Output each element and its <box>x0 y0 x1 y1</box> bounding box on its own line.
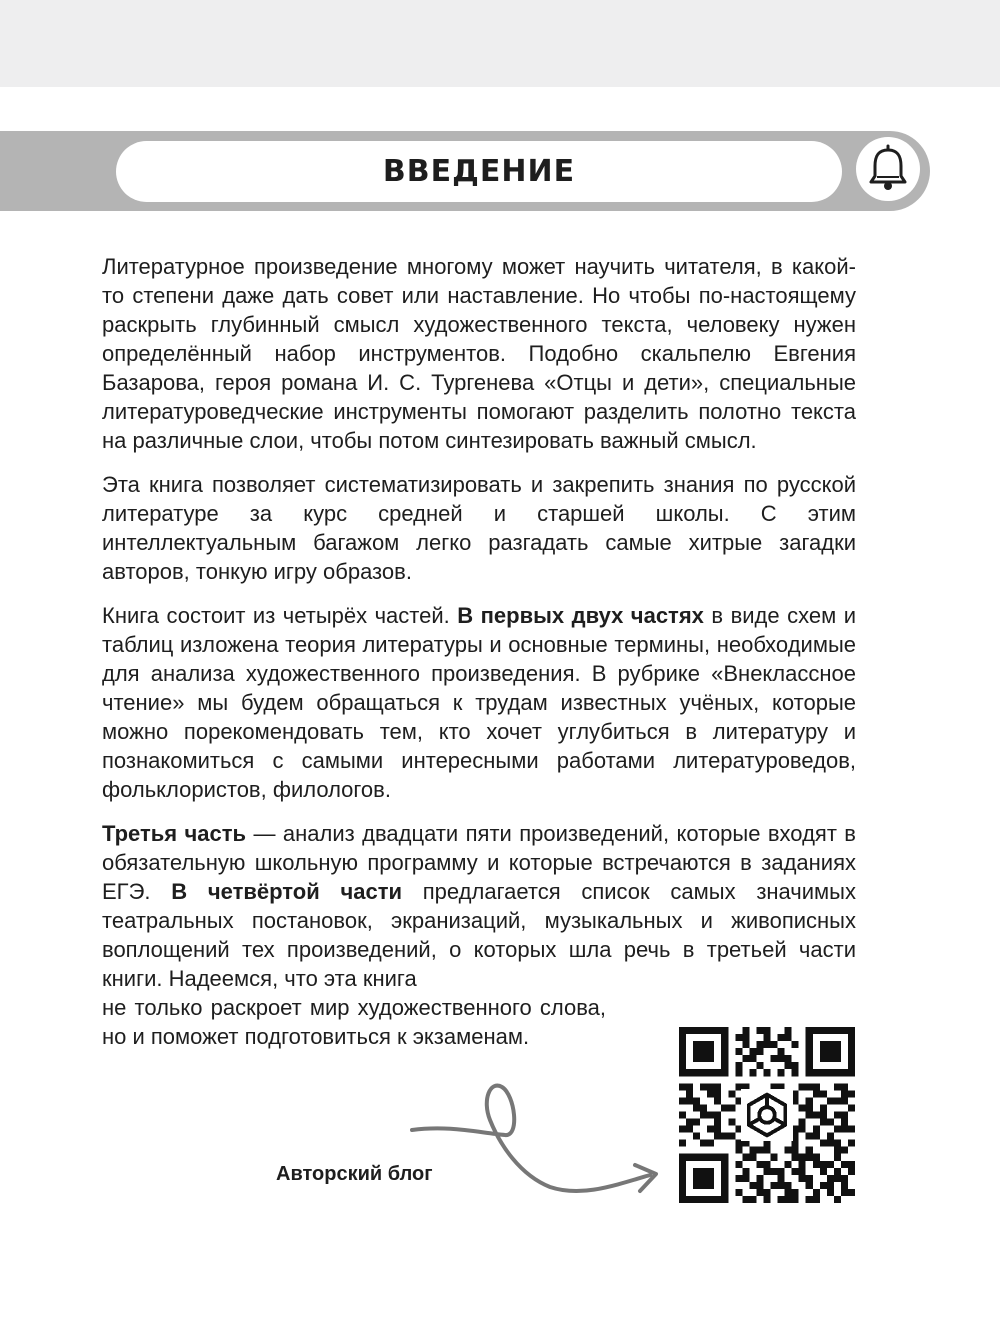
paragraph-text: предлагается список самых значимых театральных постановок, экранизаций, музыкальных и живописных воплощений тех произведений, о которых шла речь в третьей части книги. Надеемся, что эта книга <box>102 879 856 991</box>
bell-badge <box>856 137 920 201</box>
article-body <box>102 252 856 1066</box>
bold-phrase: Третья часть <box>102 821 247 846</box>
paragraph-3 <box>102 601 856 804</box>
paragraph-text: в виде схем и таблиц изложена теория литературы и основные термины, необходимые для анализа художественного произведения. В рубрике «Внеклассное чтение» мы будем обращаться к трудам известных учёных, которые можно порекомендовать тем, кто хочет углубиться в литературу и познакомиться с самыми интересными работами литературоведов, фольклористов, филологов. <box>102 603 856 802</box>
page-title: ВВЕДЕНИЕ <box>382 154 576 189</box>
closing-paragraph <box>102 993 606 1051</box>
paragraph-text: Эта книга позволяет систематизировать и закрепить знания по русской литературе за курс средней и старшей школы. С этим интеллектуальным багажом легко разгадать самые хитрые загадки авторов, тонкую игру образов. <box>102 472 856 584</box>
qr-code-icon[interactable] <box>679 1027 855 1203</box>
top-band <box>0 0 1000 87</box>
bold-phrase: В первых двух частях <box>457 603 704 628</box>
author-blog-label: Авторский блог <box>276 1163 433 1185</box>
bell-icon <box>863 144 913 194</box>
paragraph-text: не только раскроет мир художественного слова, но и поможет подготовиться к экзаменам. <box>102 995 606 1049</box>
paragraph-4 <box>102 819 856 993</box>
bold-phrase: В четвёртой части <box>171 879 403 904</box>
paragraph-text: Книга состоит из четырёх частей. <box>102 603 458 628</box>
arrow-swirl-icon <box>410 1075 680 1205</box>
paragraph-text: Литературное произведение многому может научить читателя, в какой-то степени даже дать совет или наставление. Но чтобы по-настоящему раскрыть глубинный смысл художественного текста, человеку нужен определённый набор инструментов. Подобно скальпелю Евгения Базарова, героя романа И. С. Тургенева «Отцы и дети», специальные литературоведческие инструменты помогают разделить полотно текста на различные слои, чтобы потом синтезировать важный смысл. <box>102 254 856 453</box>
section-heading <box>116 141 842 202</box>
paragraph-2 <box>102 470 856 586</box>
paragraph-text: — анализ двадцати пяти произведений, которые входят в обязательную школьную программу и которые встречаются в заданиях ЕГЭ. <box>102 821 856 904</box>
paragraph-1 <box>102 252 856 455</box>
